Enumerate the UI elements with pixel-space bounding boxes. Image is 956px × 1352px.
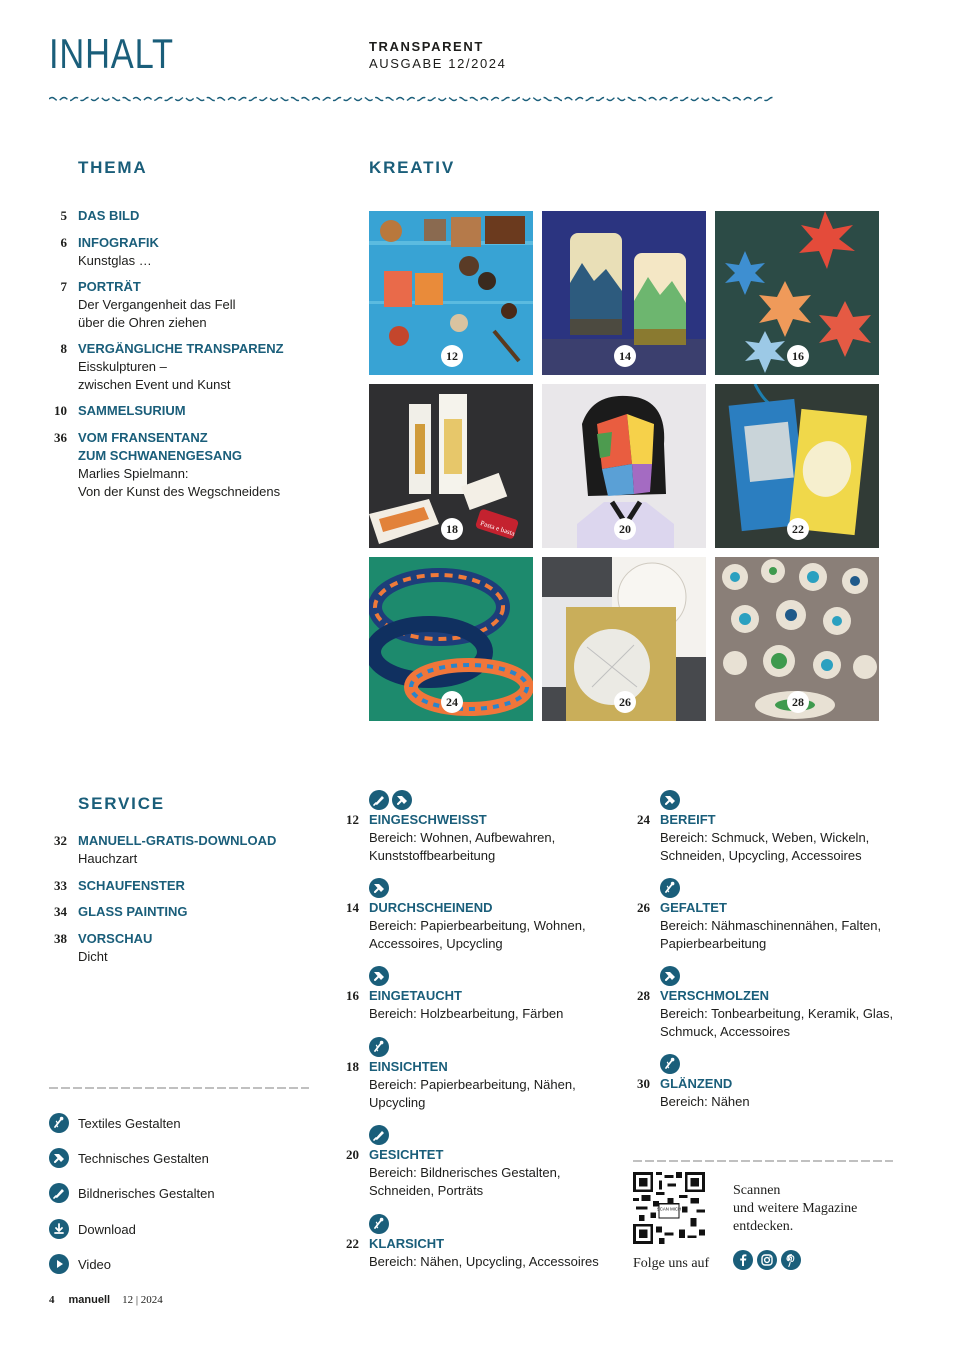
technisches-icon [49, 1148, 69, 1168]
entry-title: GESICHTET [369, 1147, 444, 1162]
kreativ-entry[interactable] [346, 966, 649, 1023]
entry-desc: Hauchzart [78, 851, 138, 866]
toc-entry[interactable] [49, 832, 309, 868]
page-number: 22 [346, 1236, 359, 1251]
legend-textiles [49, 1112, 181, 1134]
entry-desc: Schneiden, Upcycling, Accessoires [660, 848, 862, 863]
legend-divider [49, 1084, 309, 1092]
thema-heading: THEMA [78, 158, 148, 177]
toc-entry[interactable] [49, 340, 309, 394]
page-number: 36 [54, 430, 67, 445]
footer-page-number: 4 [49, 1294, 55, 1306]
page-number: 10 [54, 403, 67, 418]
photo-eingetaucht[interactable] [715, 211, 879, 375]
entry-title: ZUM SCHWANENGESANG [78, 448, 242, 463]
textiles-icon [49, 1113, 69, 1133]
bildnerisches-icon [49, 1183, 69, 1203]
issue-label: AUSGABE 12/2024 [369, 56, 507, 71]
entry-title: DAS BILD [78, 208, 140, 223]
page-number: 38 [54, 931, 67, 946]
page-badge: 14 [614, 345, 636, 367]
entry-title: PORTRÄT [78, 279, 141, 294]
entry-desc: Von der Kunst des Wegschneidens [78, 484, 281, 499]
bildnerisches-icon [369, 790, 389, 810]
technisches-icon [660, 966, 680, 986]
facebook-icon[interactable] [733, 1250, 753, 1270]
textiles-icon [660, 1054, 680, 1074]
photo-bereift[interactable] [369, 557, 533, 721]
entry-title: VORSCHAU [78, 931, 153, 946]
follow-label: Folge uns auf [633, 1256, 710, 1271]
legend-label: Bildnerisches Gestalten [78, 1185, 215, 1201]
page-number: 6 [60, 235, 67, 250]
page-number: 26 [637, 900, 650, 915]
entry-desc: Accessoires, Upcycling [369, 936, 503, 951]
page-number: 14 [346, 900, 359, 915]
bildnerisches-icon [369, 1125, 389, 1145]
kreativ-entry[interactable] [637, 790, 940, 865]
entry-desc: zwischen Event und Kunst [78, 377, 231, 392]
entry-title: SAMMELSURIUM [78, 403, 186, 418]
instagram-icon[interactable] [757, 1250, 777, 1270]
photo-gesichtet[interactable] [542, 384, 706, 548]
qr-divider [633, 1157, 893, 1165]
entry-desc: Bereich: Nähmaschinennähen, Falten, [660, 918, 882, 933]
toc-entry[interactable] [49, 234, 309, 270]
entry-desc: Bereich: Papierbearbeitung, Wohnen, [369, 918, 586, 933]
legend-technisches [49, 1147, 209, 1169]
toc-entry[interactable] [49, 903, 309, 921]
entry-desc: Bereich: Tonbearbeitung, Keramik, Glas, [660, 1006, 894, 1021]
qr-code[interactable] [633, 1172, 705, 1244]
photo-durchscheinend[interactable] [542, 211, 706, 375]
page-number: 12 [346, 812, 359, 827]
footer-issue: 12 | 2024 [122, 1294, 163, 1306]
entry-title: EINGESCHWEISST [369, 812, 487, 827]
entry-title: MANUELL-GRATIS-DOWNLOAD [78, 833, 277, 848]
kreativ-entry[interactable] [637, 1054, 940, 1111]
toc-entry[interactable] [49, 278, 309, 332]
pinterest-icon[interactable] [781, 1250, 801, 1270]
entry-desc: Bereich: Wohnen, Aufbewahren, [369, 830, 556, 845]
legend-bildnerisches [49, 1182, 215, 1204]
qr-text-line: Scannen [733, 1183, 781, 1198]
textiles-icon [369, 1037, 389, 1057]
entry-title: GLÄNZEND [660, 1076, 733, 1091]
kreativ-entry[interactable] [637, 878, 940, 953]
entry-title: EINSICHTEN [369, 1059, 448, 1074]
toc-entry[interactable] [49, 429, 309, 501]
toc-entry[interactable] [49, 930, 309, 966]
page-badge: 22 [787, 518, 809, 540]
magazine-title: TRANSPARENT [369, 39, 484, 54]
page-number: 16 [346, 988, 359, 1003]
entry-desc: Bereich: Papierbearbeitung, Nähen, [369, 1077, 576, 1092]
entry-title: SCHAUFENSTER [78, 878, 185, 893]
page-number: 30 [637, 1076, 650, 1091]
service-heading: SERVICE [78, 794, 165, 813]
legend-label: Technisches Gestalten [78, 1150, 209, 1166]
photo-eingeschweisst[interactable] [369, 211, 533, 375]
page-badge: 18 [441, 518, 463, 540]
page-number: 24 [637, 812, 650, 827]
page-number: 33 [54, 878, 67, 893]
entry-desc: Kunststoffbearbeitung [369, 848, 496, 863]
legend-label: Textiles Gestalten [78, 1115, 181, 1131]
entry-title: GLASS PAINTING [78, 904, 188, 919]
entry-title: INFOGRAFIK [78, 235, 159, 250]
entry-desc: Bereich: Schmuck, Weben, Wickeln, [660, 830, 870, 845]
toc-entry[interactable] [49, 877, 309, 895]
page-number: 18 [346, 1059, 359, 1074]
entry-desc: Bereich: Bildnerisches Gestalten, [369, 1165, 561, 1180]
photo-verschmolzen[interactable] [715, 557, 879, 721]
photo-gefaltet[interactable] [542, 557, 706, 721]
page-badge: 20 [614, 518, 636, 540]
entry-desc: Der Vergangenheit das Fell [78, 297, 236, 312]
entry-title: KLARSICHT [369, 1236, 445, 1251]
download-icon [49, 1219, 69, 1239]
qr-badge-text: SCAN MICH [656, 1206, 682, 1212]
entry-title: VERSCHMOLZEN [660, 988, 770, 1003]
textiles-icon [660, 878, 680, 898]
kreativ-entry[interactable] [637, 966, 940, 1041]
entry-title: GEFALTET [660, 900, 727, 915]
photo-klarsicht[interactable] [715, 384, 879, 548]
kreativ-entry[interactable] [346, 790, 649, 865]
page-number: 28 [637, 988, 650, 1003]
entry-desc: Upcycling [369, 1095, 426, 1110]
kreativ-entry[interactable] [346, 1037, 649, 1112]
entry-desc: Bereich: Nähen, Upcycling, Accessoires [369, 1254, 599, 1269]
technisches-icon [369, 966, 389, 986]
toc-entry[interactable] [49, 402, 309, 420]
entry-desc: Dicht [78, 949, 108, 964]
entry-desc: Bereich: Nähen [660, 1094, 750, 1109]
entry-desc: Marlies Spielmann: [78, 466, 189, 481]
video-icon [49, 1254, 69, 1274]
entry-title: EINGETAUCHT [369, 988, 462, 1003]
technisches-icon [660, 790, 680, 810]
technisches-icon [369, 878, 389, 898]
page-badge: 16 [787, 345, 809, 367]
textiles-icon [369, 1214, 389, 1234]
kreativ-entry[interactable] [346, 878, 649, 953]
legend-video [49, 1253, 111, 1275]
qr-text-line: entdecken. [733, 1219, 794, 1234]
legend-label: Video [78, 1256, 112, 1272]
entry-desc: über die Ohren ziehen [78, 315, 207, 330]
entry-desc: Kunstglas … [78, 253, 152, 268]
page-number: 8 [60, 341, 67, 356]
page-number: 32 [54, 833, 67, 848]
entry-desc: Bereich: Holzbearbeitung, Färben [369, 1006, 564, 1021]
toc-entry[interactable] [49, 207, 309, 225]
legend-download [49, 1218, 136, 1240]
kreativ-entry[interactable] [346, 1214, 649, 1271]
page-badge: 24 [441, 691, 463, 713]
page-badge: 26 [614, 691, 636, 713]
entry-desc: Schmuck, Accessoires [660, 1024, 791, 1039]
technisches-icon [392, 790, 412, 810]
qr-scan-text [733, 1182, 857, 1236]
page-badge: 12 [441, 345, 463, 367]
entry-desc: Papierbearbeitung [660, 936, 767, 951]
header-divider [49, 94, 907, 104]
entry-desc: Eisskulpturen – [78, 359, 167, 374]
pasta-tag-text: Pasta e basta [479, 519, 516, 538]
page-title: INHALT [49, 30, 174, 77]
qr-text-line: und weitere Magazine [733, 1201, 858, 1216]
entry-title: BEREIFT [660, 812, 716, 827]
legend-label: Download [78, 1221, 136, 1237]
photo-einsichten[interactable] [369, 384, 533, 548]
page-footer [49, 1294, 163, 1306]
page-number: 7 [60, 279, 67, 294]
kreativ-entry[interactable] [346, 1125, 649, 1200]
page-number: 5 [60, 208, 67, 223]
footer-magazine: manuell [68, 1294, 111, 1306]
kreativ-heading: KREATIV [369, 158, 455, 177]
entry-title: DURCHSCHEINEND [369, 900, 493, 915]
page-number: 20 [346, 1147, 359, 1162]
page-badge: 28 [787, 691, 809, 713]
entry-title: VOM FRANSENTANZ [78, 430, 208, 445]
social-icons [733, 1250, 801, 1270]
entry-title: VERGÄNGLICHE TRANSPARENZ [78, 341, 284, 356]
page-number: 34 [54, 904, 67, 919]
entry-desc: Schneiden, Porträts [369, 1183, 484, 1198]
